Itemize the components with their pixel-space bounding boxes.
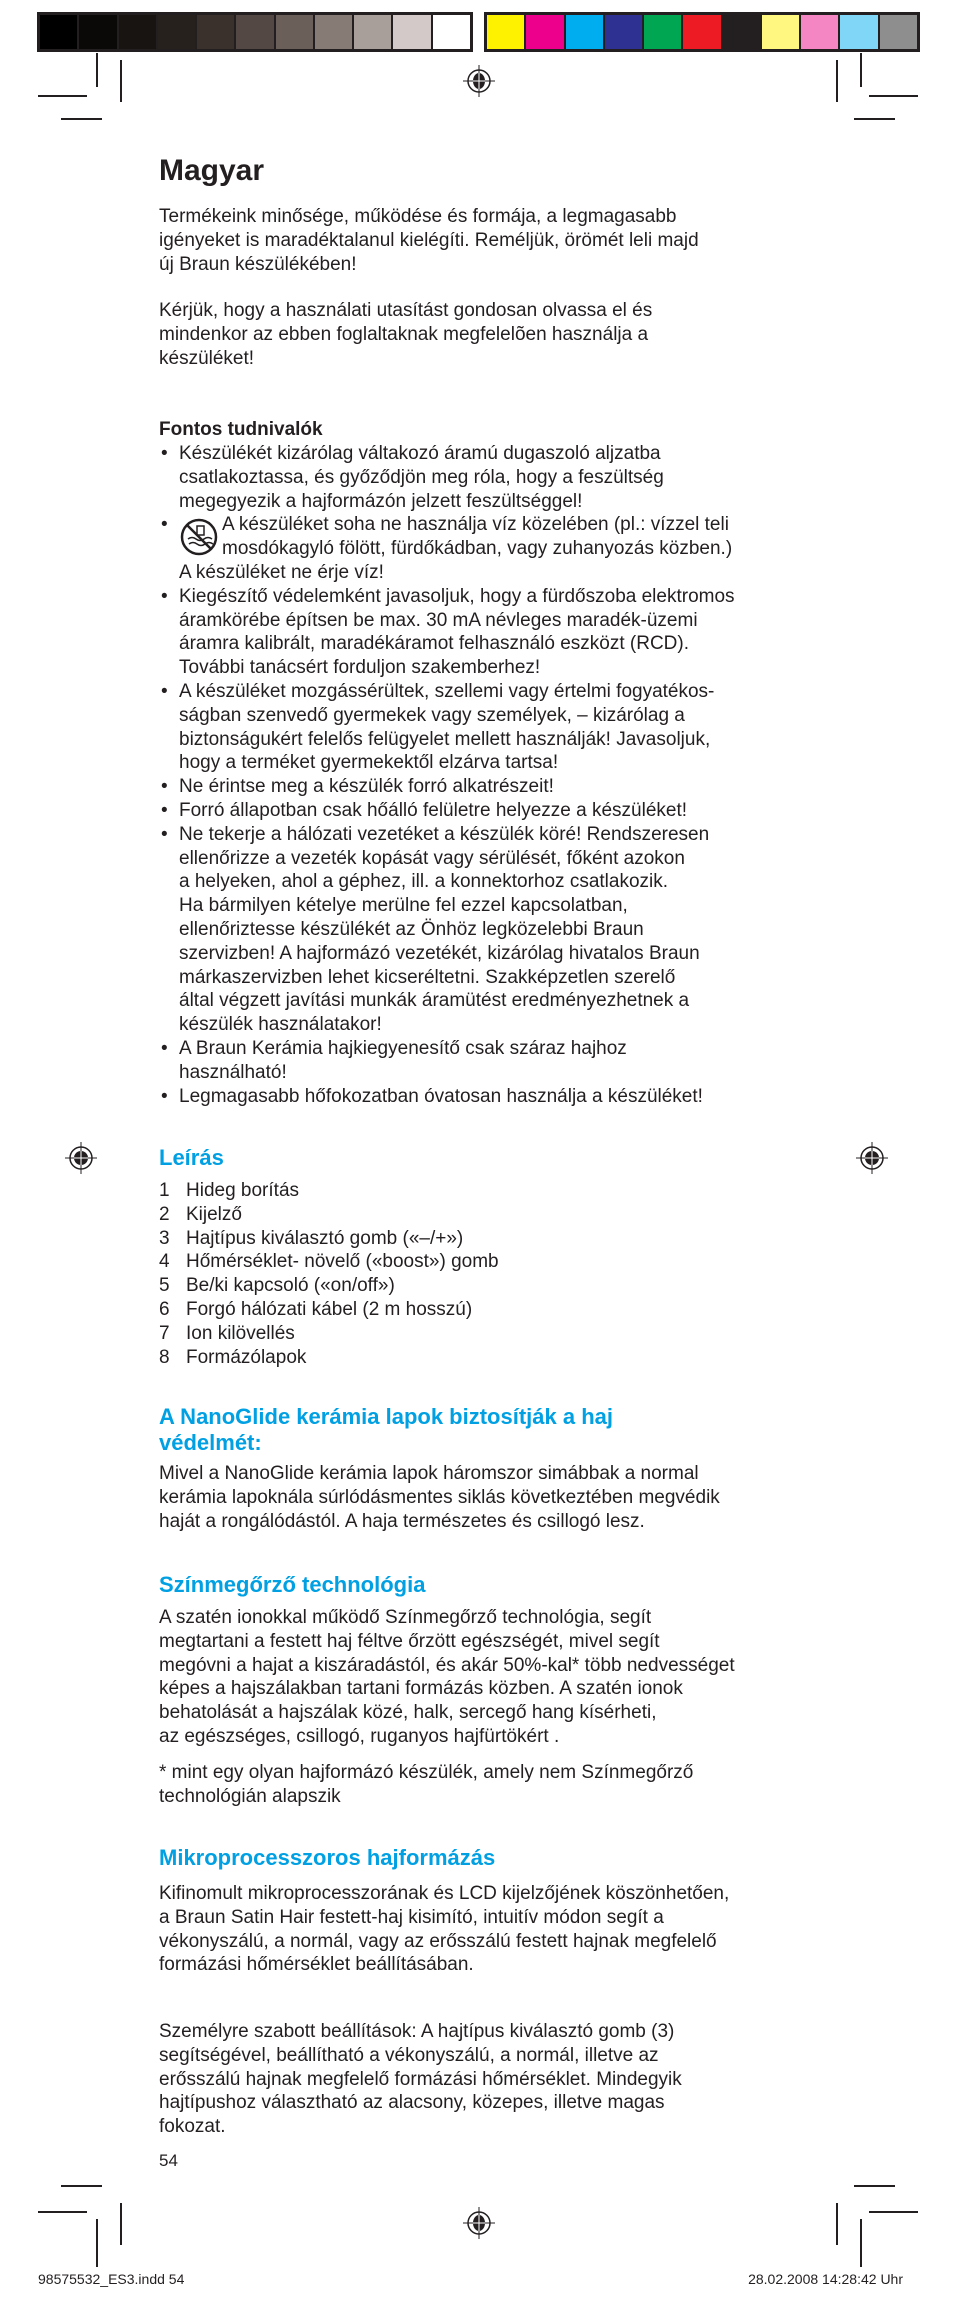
text-line: áramra kalibrált, maradékáramot felhasználó eszközt (RCD).	[179, 633, 690, 655]
crop-mark	[854, 118, 895, 120]
bullet-item	[159, 1085, 819, 1109]
parts-list	[159, 1179, 819, 1369]
bullet-glyph: •	[161, 776, 168, 798]
text-line: hogy a terméket gyermekektől elzárva tartsa!	[179, 752, 559, 774]
list-item-number: 4	[159, 1251, 170, 1273]
crop-mark	[38, 95, 87, 97]
micro-paragraph	[159, 2020, 819, 2139]
crop-mark	[860, 53, 862, 87]
text-line: készülék használatakor!	[179, 1014, 382, 1036]
nanoglide-heading	[159, 1404, 819, 1456]
text-line: A Braun Kerámia hajkiegyenesítő csak száraz hajhoz	[179, 1037, 627, 1059]
text-line: * mint egy olyan hajformázó készülék, amely nem Színmegőrző	[159, 1762, 694, 1783]
bullet-item	[159, 823, 819, 1037]
crop-mark	[61, 2185, 102, 2187]
color-swatch	[315, 15, 352, 49]
important-list	[159, 442, 819, 1108]
text-line: Termékeink minősége, működése és formája, a legmagasabb	[159, 206, 677, 227]
text-line: szervizben! A hajformázó vezetékét, kizárólag hivatalos Braun	[179, 942, 700, 964]
color-swatch	[197, 15, 234, 49]
crop-mark	[96, 2219, 98, 2267]
text-line: mosdókagyló fölött, fürdőkádban, vagy zuhanyozás közben.)	[222, 538, 733, 560]
bullet-item	[159, 1037, 819, 1085]
list-item	[159, 1346, 819, 1370]
registration-mark-icon	[855, 1141, 889, 1175]
bullet-glyph: •	[161, 514, 168, 536]
no-water-icon	[179, 517, 219, 557]
text-line: segítségével, beállítható a vékonyszálú, a normál, illetve az	[159, 2044, 659, 2066]
color-tech-body	[159, 1606, 819, 1749]
bullet-item	[159, 799, 819, 823]
text-line: kerámia lapoknála súrlódásmentes siklás következtében megvédik	[159, 1486, 720, 1508]
text-line: képes a hajszálakban tartani formázás közben. A szatén ionok	[159, 1678, 683, 1700]
bullet-item	[159, 585, 819, 680]
text-line: erősszálú hajnak megfelelő formázási hőmérséklet. Mindegyik	[159, 2068, 682, 2090]
description-heading: Leírás	[159, 1145, 224, 1170]
text-line: További tanácsért forduljon szakemberhez!	[179, 657, 541, 679]
bullet-item	[159, 442, 819, 513]
text-line: Kifinomult mikroprocesszorának és LCD kijelzőjének köszönhetően,	[159, 1883, 730, 1904]
text-line: megegyezik a hajformázón jelzett feszültséggel!	[179, 490, 583, 512]
list-item-label: Formázólapok	[186, 1346, 307, 1368]
text-line: Kérjük, hogy a használati utasítást gondosan olvassa el és	[159, 300, 653, 321]
text-line: Mivel a NanoGlide kerámia lapok háromszor simábbak a normal	[159, 1463, 699, 1484]
list-item-number: 5	[159, 1275, 170, 1297]
bullet-glyph: •	[161, 680, 168, 702]
color-tech-heading: Színmegőrző technológia	[159, 1572, 426, 1597]
text-line: behatolását a hajszálak közé, halk, sercegő hang kísérheti,	[159, 1702, 657, 1724]
text-line: vékonyszálú, a normál, vagy az erősszálú festett hajnak megfelelő	[159, 1930, 717, 1952]
text-line: A szatén ionokkal működő Színmegőrző technológia, segít	[159, 1607, 652, 1628]
list-item-label: Kijelző	[186, 1203, 242, 1225]
text-line: A készüléket ne érje víz!	[179, 561, 384, 583]
crop-mark	[61, 118, 102, 120]
list-item-number: 2	[159, 1203, 170, 1225]
text-line: Kiegészítő védelemként javasoljuk, hogy a fürdőszoba elektromos	[179, 585, 735, 607]
list-item-label: Hajtípus kiválasztó gomb («–/+»)	[186, 1227, 464, 1249]
nanoglide-body	[159, 1462, 819, 1533]
color-swatch	[683, 15, 720, 49]
color-swatch	[276, 15, 313, 49]
text-line: Ne tekerje a hálózati vezetéket a készülék köré! Rendszeresen	[179, 823, 710, 845]
color-swatch	[840, 15, 877, 49]
page-title: Magyar	[159, 154, 265, 187]
registration-mark-icon	[462, 2206, 496, 2240]
gray-color-bar	[37, 12, 473, 52]
crop-mark	[836, 60, 838, 102]
color-swatch	[79, 15, 116, 49]
color-swatch	[433, 15, 470, 49]
text-line: ságban szenvedő gyermekek vagy személyek, – kizárólag a	[179, 704, 685, 726]
text-line: áramkörébe építsen be max. 30 mA névleges maradék-üzemi	[179, 609, 698, 631]
text-line: A készüléket mozgássérültek, szellemi vagy értelmi fogyatékos-	[179, 680, 715, 702]
text-line: hajtípushoz választható az alacsony, közepes, illetve magas	[159, 2092, 665, 2114]
text-line: Legmagasabb hőfokozatban óvatosan használja a készüléket!	[179, 1085, 703, 1107]
footer-timestamp: 28.02.2008 14:28:42 Uhr	[748, 2271, 903, 2287]
text-line: készüléket!	[159, 347, 255, 369]
color-swatch	[605, 15, 642, 49]
text-line: formázási hőmérséklet beállításában.	[159, 1954, 474, 1976]
registration-mark-icon	[64, 1141, 98, 1175]
color-swatch	[880, 15, 917, 49]
color-swatch	[158, 15, 195, 49]
crop-mark	[38, 2211, 87, 2213]
text-line: mindenkor az ebben foglaltaknak megfelelõen használja a	[159, 323, 649, 345]
text-line: használható!	[179, 1061, 287, 1083]
text-line: technológián alapszik	[159, 1785, 341, 1807]
list-item-number: 3	[159, 1227, 170, 1249]
text-line: ellenőriztesse készülékét az Önhöz legközelebbi Braun	[179, 918, 644, 940]
list-item	[159, 1274, 819, 1298]
bullet-item	[159, 775, 819, 799]
text-line: védelmét:	[159, 1430, 262, 1455]
list-item-label: Be/ki kapcsoló («on/off»)	[186, 1275, 395, 1297]
color-tech-footnote	[159, 1761, 819, 1809]
text-line: Forró állapotban csak hőálló felületre helyezze a készüléket!	[179, 799, 688, 821]
micro-paragraph	[159, 1882, 819, 1977]
text-line: Készülékét kizárólag váltakozó áramú dugaszoló aljzatba	[179, 443, 661, 464]
color-swatch	[644, 15, 681, 49]
text-line: az egészséges, csillogó, ruganyos hajfürtökért .	[159, 1725, 560, 1747]
color-swatch	[762, 15, 799, 49]
color-swatch	[723, 15, 760, 49]
list-item-label: Hideg borítás	[186, 1180, 300, 1201]
text-line: megóvni a hajat a kiszáradástól, és akár 50%-kal* több nedvességet	[159, 1654, 735, 1676]
process-color-bar	[484, 12, 920, 52]
list-item-number: 6	[159, 1298, 170, 1320]
color-swatch	[526, 15, 563, 49]
text-line: biztonságukért felelős felügyelet mellett használják! Javasoljuk,	[179, 728, 711, 750]
text-line: a helyeken, ahol a géphez, ill. a konnektorhoz csatlakozik.	[179, 871, 669, 893]
list-item-label: Hőmérséklet- növelő («boost») gomb	[186, 1251, 499, 1273]
list-item	[159, 1250, 819, 1274]
color-swatch	[393, 15, 430, 49]
text-line: Személyre szabott beállítások: A hajtípus kiválasztó gomb (3)	[159, 2021, 675, 2042]
text-line: új Braun készülékében!	[159, 253, 357, 275]
bullet-glyph: •	[161, 823, 168, 845]
bullet-item	[159, 680, 819, 775]
bullet-item	[159, 513, 819, 584]
color-swatch	[40, 15, 77, 49]
registration-mark-icon	[462, 64, 496, 98]
list-item	[159, 1203, 819, 1227]
list-item	[159, 1179, 819, 1203]
list-item-number: 1	[159, 1180, 170, 1201]
color-swatch	[119, 15, 156, 49]
crop-mark	[854, 2185, 895, 2187]
text-line: fokozat.	[159, 2116, 226, 2138]
micro-heading: Mikroprocesszoros hajformázás	[159, 1845, 496, 1870]
text-line: márkaszervizben lehet kicseréltetni. Szakképzetlen szerelő	[179, 966, 676, 988]
text-line: Ha bármilyen kételye merülne fel ezzel kapcsolatban,	[179, 895, 628, 917]
intro-paragraph	[159, 299, 819, 370]
color-swatch	[354, 15, 391, 49]
page-number: 54	[159, 2151, 178, 2170]
bullet-glyph: •	[161, 585, 168, 607]
crop-mark	[836, 2203, 838, 2245]
text-line: a Braun Satin Hair festett-haj kisimító, intuitív módon segít a	[159, 1906, 664, 1928]
text-line: Ne érintse meg a készülék forró alkatrészeit!	[179, 776, 554, 798]
intro-paragraph	[159, 205, 819, 276]
crop-mark	[860, 2219, 862, 2267]
text-line: igényeket is maradéktalanul kielégíti. Reméljük, örömét leli majd	[159, 229, 699, 251]
list-item	[159, 1322, 819, 1346]
color-swatch	[801, 15, 838, 49]
list-item-number: 8	[159, 1346, 170, 1368]
text-line: A NanoGlide kerámia lapok biztosítják a haj	[159, 1404, 613, 1429]
text-line: haját a rongálódástól. A haja természetes és csillogó lesz.	[159, 1510, 645, 1532]
crop-mark	[120, 2203, 122, 2245]
bullet-glyph: •	[161, 443, 168, 464]
text-line: által végzett javítási munkák áramütést eredményezhetnek a	[179, 990, 690, 1012]
crop-mark	[120, 60, 122, 102]
text-line: A készüléket soha ne használja víz közelében (pl.: vízzel teli	[222, 514, 729, 536]
text-line: megtartani a festett haj féltve őrzött egészségét, mivel segít	[159, 1630, 660, 1652]
list-item-label: Ion kilövellés	[186, 1322, 295, 1344]
color-swatch	[566, 15, 603, 49]
list-item-number: 7	[159, 1322, 170, 1344]
color-swatch	[236, 15, 273, 49]
bullet-glyph: •	[161, 1037, 168, 1059]
footer-file-name: 98575532_ES3.indd 54	[38, 2271, 185, 2287]
important-heading: Fontos tudnivalók	[159, 419, 323, 440]
color-swatch	[487, 15, 524, 49]
crop-mark	[96, 53, 98, 87]
list-item	[159, 1298, 819, 1322]
crop-mark	[869, 95, 918, 97]
bullet-glyph: •	[161, 1085, 168, 1107]
text-line: csatlakoztassa, és győződjön meg róla, hogy a feszültség	[179, 466, 664, 488]
list-item-label: Forgó hálózati kábel (2 m hosszú)	[186, 1298, 473, 1320]
crop-mark	[869, 2211, 918, 2213]
text-line: ellenőrizze a vezeték kopását vagy sérülését, főként azokon	[179, 847, 685, 869]
bullet-glyph: •	[161, 799, 168, 821]
list-item	[159, 1227, 819, 1251]
